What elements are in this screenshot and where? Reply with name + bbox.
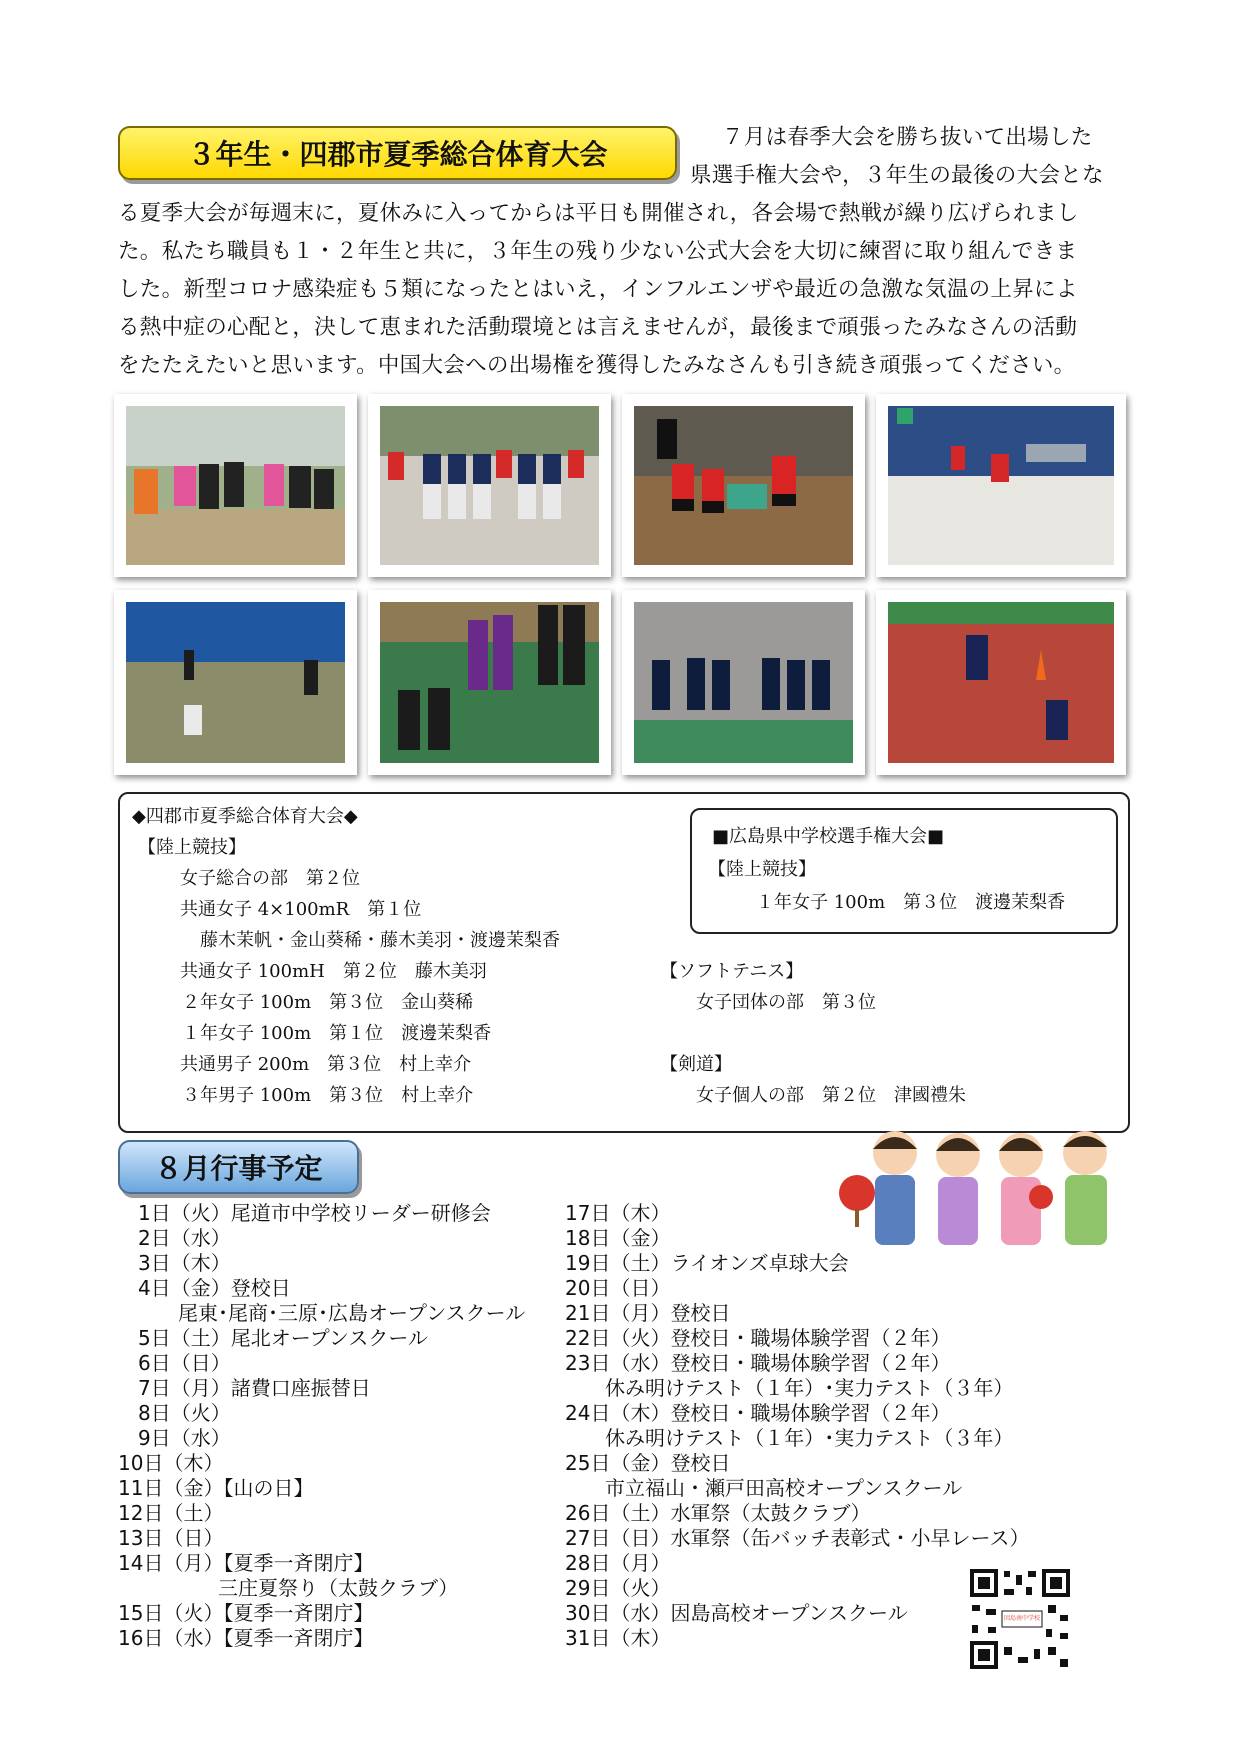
soft-tennis-result: 女子団体の部 第３位 — [696, 992, 876, 1013]
shigun-line-3: 藤木茉帆・金山葵稀・藤木美羽・渡邊茉梨香 — [200, 930, 560, 951]
shigun-line-4: 共通女子 100mH 第２位 藤木美羽 — [180, 961, 487, 982]
photo-table-tennis-team — [368, 590, 611, 775]
shigun-line-6: １年女子 100m 第１位 渡邊茉梨香 — [182, 1023, 492, 1044]
prefecture-result: １年女子 100m 第３位 渡邊茉梨香 — [756, 892, 1066, 913]
kendo-label: 【剣道】 — [660, 1054, 732, 1075]
intro-line-1: ７月は春季大会を勝ち抜いて出場した — [722, 125, 1093, 150]
schedule-right-18: 31日（木） — [565, 1626, 671, 1650]
intro-line-7: をたたえたいと思います。中国大会への出場権を獲得したみなさんも引き続き頑張ってください。 — [118, 353, 1076, 378]
schedule-left-9: 8日（火） — [118, 1401, 231, 1425]
schedule-left-7: 6日（日） — [118, 1351, 231, 1375]
schedule-left-5: 尾東･尾商･三原･広島オープンスクール — [118, 1301, 526, 1325]
schedule-left-3: 3日（木） — [118, 1251, 231, 1275]
intro-line-5: した。新型コロナ感染症も５類になったとはいえ，インフルエンザや最近の急激な気温の上昇によ — [118, 277, 1078, 302]
schedule-left-1: 1日（火）尾道市中学校リーダー研修会 — [118, 1201, 491, 1225]
photo-track-field — [876, 394, 1126, 577]
schedule-left-17: 15日（火）【夏季一斉閉庁】 — [118, 1601, 374, 1625]
fan-icon — [839, 1175, 875, 1211]
schedule-right-2: 18日（金） — [565, 1226, 671, 1250]
schedule-right-5: 21日（月）登校日 — [565, 1301, 731, 1325]
schedule-right-12: 市立福山・瀬戸田高校オープンスクール — [565, 1476, 963, 1500]
schedule-title — [118, 1140, 359, 1194]
shigun-heading: ◆四郡市夏季総合体育大会◆ — [132, 806, 358, 827]
schedule-left-4: 4日（金）登校日 — [118, 1276, 291, 1300]
schedule-right-1: 17日（木） — [565, 1201, 671, 1225]
shigun-track-label: 【陸上競技】 — [138, 837, 246, 858]
schedule-left-11: 10日（木） — [118, 1451, 224, 1475]
photo-volleyball-team — [622, 394, 865, 577]
intro-line-6: る熱中症の心配と，決して恵まれた活動環境とは言えませんが，最後まで頑張ったみなさんの活動 — [118, 315, 1078, 340]
schedule-right-17: 30日（水）因島高校オープンスクール — [565, 1601, 908, 1625]
shigun-line-2: 共通女子 4×100mR 第１位 — [180, 899, 422, 920]
photo-soccer-huddle — [114, 394, 357, 577]
schedule-left-15: 14日（月）【夏季一斉閉庁】 — [118, 1551, 374, 1575]
kendo-result: 女子個人の部 第２位 津國禮朱 — [696, 1085, 966, 1106]
schedule-left-16: 三庄夏祭り（太鼓クラブ） — [118, 1576, 459, 1600]
schedule-right-7: 23日（水）登校日・職場体験学習（２年） — [565, 1351, 951, 1375]
qr-caption: 因島南中学校 — [1004, 1615, 1041, 1622]
shigun-line-5: ２年女子 100m 第３位 金山葵稀 — [182, 992, 474, 1013]
page-title-text: ３年生・四郡市夏季総合体育大会 — [187, 138, 608, 171]
qr-code[interactable] — [968, 1567, 1072, 1671]
schedule-right-6: 22日（火）登校日・職場体験学習（２年） — [565, 1326, 951, 1350]
page-title — [118, 126, 677, 180]
schedule-right-11: 25日（金）登校日 — [565, 1451, 731, 1475]
shigun-line-7: 共通男子 200m 第３位 村上幸介 — [180, 1054, 472, 1075]
prefecture-heading: ■広島県中学校選手権大会■ — [712, 826, 945, 847]
schedule-left-2: 2日（水） — [118, 1226, 231, 1250]
schedule-left-12: 11日（金）【山の日】 — [118, 1476, 314, 1500]
intro-line-4: た。私たち職員も１・２年生と共に，３年生の残り少ない公式大会を大切に練習に取り組んできま — [118, 239, 1078, 264]
schedule-right-13: 26日（土）水軍祭（太鼓クラブ） — [565, 1501, 871, 1525]
schedule-left-10: 9日（水） — [118, 1426, 231, 1450]
schedule-left-8: 7日（月）諸費口座振替日 — [118, 1376, 371, 1400]
photo-badminton-team — [622, 590, 865, 775]
photo-soccer-match — [114, 590, 357, 775]
soft-tennis-label: 【ソフトテニス】 — [660, 961, 804, 982]
schedule-left-13: 12日（土） — [118, 1501, 224, 1525]
schedule-right-4: 20日（日） — [565, 1276, 671, 1300]
schedule-title-text: ８月行事予定 — [154, 1152, 323, 1185]
schedule-right-10: 休み明けテスト（１年）･実力テスト（３年） — [565, 1426, 1014, 1450]
shigun-line-1: 女子総合の部 第２位 — [180, 868, 360, 889]
schedule-right-8: 休み明けテスト（１年）･実力テスト（３年） — [565, 1376, 1014, 1400]
intro-line-3: る夏季大会が毎週末に，夏休みに入ってからは平日も開催され，各会場で熱戦が繰り広げられまし — [118, 201, 1079, 226]
schedule-right-9: 24日（木）登校日・職場体験学習（２年） — [565, 1401, 951, 1425]
schedule-right-14: 27日（日）水軍祭（缶バッチ表彰式・小早レース） — [565, 1526, 1030, 1550]
shigun-line-8: ３年男子 100m 第３位 村上幸介 — [182, 1085, 474, 1106]
photo-softball-team — [368, 394, 611, 577]
schedule-left-14: 13日（日） — [118, 1526, 224, 1550]
intro-line-2: 県選手権大会や，３年生の最後の大会とな — [690, 163, 1104, 188]
festival-children-illustration — [835, 1125, 1135, 1263]
prefecture-track-label: 【陸上競技】 — [708, 859, 816, 880]
schedule-right-15: 28日（月） — [565, 1551, 671, 1575]
schedule-right-16: 29日（火） — [565, 1576, 671, 1600]
schedule-left-6: 5日（土）尾北オープンスクール — [118, 1326, 428, 1350]
schedule-right-3: 19日（土）ライオンズ卓球大会 — [565, 1251, 849, 1275]
schedule-left-18: 16日（水）【夏季一斉閉庁】 — [118, 1626, 374, 1650]
photo-track-race — [876, 590, 1126, 775]
